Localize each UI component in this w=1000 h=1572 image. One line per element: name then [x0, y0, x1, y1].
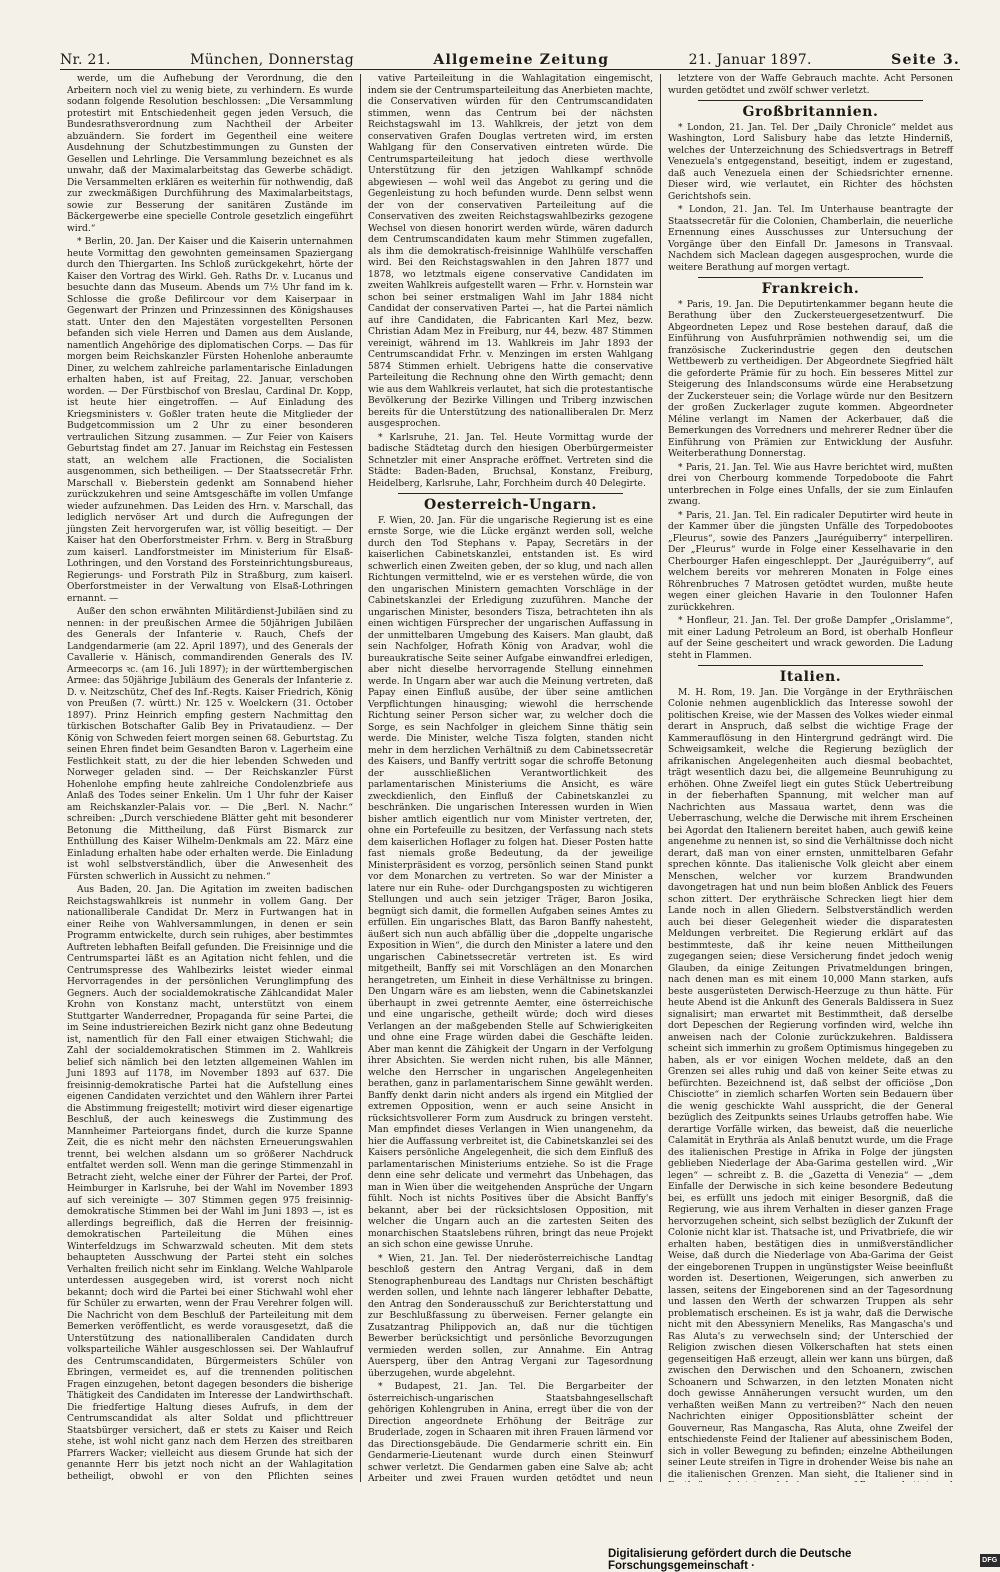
article-paragraph: * Paris, 21. Jan. Tel. Wie aus Havre berichtet wird, mußten drei von Cherbourg kommende Torpedoboote die Fahrt unterbrechen in Folge eines Unfalls, der sie zum Einlaufen zwang.: [668, 462, 953, 507]
article-paragraph: * Paris, 19. Jan. Die Deputirtenkammer begann heute die Berathung über den Zuckersteuergesetzentwurf. Die Abgeordneten Lepez und Rose bestehen darauf, daß die Einführung von Ausfuhrprämien nothwendig sei, um die französische Zuckerindustrie gegen den deutschen Wettbewerb zu vertheidigen. Der Abgeordnete Siegfried hält die geforderte Prämie für zu hoch. Ein besseres Mittel zur Steigerung des Inlandsconsums würde eine Herabsetzung der Zuckersteuer sein; die Vorlage würde nur den Besitzern der großen Zuckerlager zugute kommen. Abgeordneter Méline verlangt im Namen der Ackerbauer, daß die Bemerkungen des Vorredners und mehrerer Redner über die Einführung von Prämien zur Entwicklung der Ausfuhr. Weiterberathung Donnerstag.: [668, 299, 953, 459]
section-heading: Oesterreich-Ungarn.: [424, 497, 597, 513]
article-columns: [60, 74, 960, 1482]
section-heading: Italien.: [779, 669, 842, 685]
place-day: München, Donnerstag: [190, 52, 354, 68]
page-number: Seite 3.: [891, 52, 960, 68]
footer-text: Digitalisierung gefördert durch die Deutsche Forschungsgemeinschaft ·: [608, 1548, 852, 1572]
article-paragraph: * Wien, 21. Jan. Tel. Der niederösterreichische Landtag beschloß gestern den Antrag Vergani, daß in dem Stenographenbureau des Landtags nur Christen beschäftigt werden sollen, und lehnte nach längerer lebhafter Debatte, den Antrag den Sonderausschuß zur Berichterstattung und zur Beschlußfassung zu überweisen. Ferner gelangte ein Zusatzantrag Philippovich an, daß nur die tüchtigen Bewerber berücksichtigt und persönliche Bevorzugungen vermieden werden sollen, zur Annahme. Ein Antrag Auersperg, über den Antrag Vergani zur Tagesordnung überzugehen, wurde abgelehnt.: [368, 1253, 653, 1379]
section-rule: [398, 493, 623, 494]
section-rule: [698, 665, 923, 666]
issue-number: Nr. 21.: [60, 52, 111, 68]
column-left: [60, 74, 360, 1482]
article-paragraph: * Paris, 21. Jan. Tel. Ein radicaler Deputirter wird heute in der Kammer über die jüngsten Unfälle des Torpedobootes „Fleurus“, sowie des Panzers „Jauréguiberry“ interpelliren. Der „Fleurus“ wurde in Folge einer Kesselhavarie in den Cherbourger Hafen eingeschleppt. Der „Jauréguiberry“, auf welchem bereits vor mehreren Monaten in Folge eines Röhrenbruches 7 Matrosen getödtet wurden, mußte heute wegen einer gleichen Havarie in den Toulonner Hafen zurückkehren.: [668, 510, 953, 613]
column-right: [660, 74, 960, 1482]
article-paragraph: * London, 21. Jan. Tel. Der „Daily Chronicle“ meldet aus Washington, Lord Salisbury habe das letzte Hinderniß, welches der Unterzeichnung des Schiedsvertrags in Betreff Venezuela's entgegenstand, beseitigt, indem er zugestand, daß auch Venezuela einen der Schiedsrichter ernenne. Dieser wird, wie verlautet, ein Richter des höchsten Gerichtshofs sein.: [668, 122, 953, 202]
paper-title: Allgemeine Zeitung: [433, 52, 610, 68]
article-paragraph: F. Wien, 20. Jan. Für die ungarische Regierung ist es eine ernste Sorge, wie die Lücke ergänzt werden soll, welche durch den Tod Stephans v. Papay, Secretärs in der kaiserlichen Cabinetskanzlei, entstanden ist. Es wird schwerlich einen Zweiten geben, der so klug, und nach allen Richtungen vermittelnd, wie er es verstehen würde, die von den ungarischen Ministern gemachten Vorschläge in der Cabinetskanzlei der Erledigung zuzuführen. Manche der ungarischen Minister, besonders Tisza, betrachteten ihn als einen wichtigen Fürsprecher der ungarischen Auffassung in der unmittelbaren Umgebung des Kaisers. Man glaubt, daß sein Nachfolger, Hofrath König von Aradvar, wohl die bureaukratische Seite seiner Aufgabe einwandfrei erledigen, aber nicht dieselbe hervorragende Stellung einnehmen werde. In Ungarn aber war auch die Meinung vertreten, daß Papay einen Einfluß ausübe, der über seine amtlichen Verpflichtungen hinausging; wiewohl die herrschende Richtung seiner Person sicher war, zu welcher doch die Sorge, es sein Nachfolger in gleichem Sinne thätig sein werde. Die Minister, welche Tisza folgten, standen nicht mehr in dem herzlichen Verhältniß zu dem Cabinetssecretär des Kaisers, und Banffy vertritt sogar die schroffe Betonung der ausschließlichen Verantwortlichkeit des parlamentarischen Ministeriums die Ansicht, es wäre zweckdienlich, den Einfluß der Cabinetskanzlei zu beschränken. Die ungarischen Interessen wurden in Wien bisher amtlich eigentlich nur vom Minister vertreten, der, ohne ein Portefeuille zu besitzen, der Verfassung nach stets dem kaiserlichen Hoflager zu folgen hat. Dieser Posten hatte fast niemals große Bedeutung, da der jeweilige Ministerpräsident es vorzog, persönlich seinen Stand punkt vor dem Monarchen zu vertreten. So war der Minister a latere nur ein Ruhe- oder Durchgangsposten zu wichtigeren Stellungen und auch sein jetziger Träger, Baron Josika, begnügt sich damit, die formellen Aufgaben seines Amtes zu erfüllen. Ein ungarisches Blatt, das Baron Banffy nahesteht, äußert sich nun auch abfällig über die „doppelte ungarische Exposition in Wien“, die durch den Minister a latere und den ungarischen Cabinetssecretär vertreten ist. Es wird mitgetheilt, Banffy sei mit Vorschlägen an den Monarchen herangetreten, um Einheit in diese Verhältnisse zu bringen. Den Ungarn wäre es am liebsten, wenn die Cabinetskanzlei überhaupt in zwei getrennte Aemter, eine österreichische und eine ungarische, getheilt würde; doch wird dieses Verlangen an der maßgebenden Stelle auf Schwierigkeiten und ohne eine Frage würden dabei die Geschäfte leiden. Aber man kennt die Zähigkeit der Ungarn in der Verfolgung ihrer Absichten. Sie werden nicht ruhen, bis alle Männer, welche den Herrscher in ungarischen Angelegenheiten berathen, ganz in parlamentarischem Sinne gewählt werden. Banffy denkt darin nicht anders als irgend ein Mitglied der extremen Opposition, wenn er auch seine Ansicht in rücksichtsvollerer Form zum Ausdruck zu bringen versteht. Man empfindet dieses Verlangen in Wien unangenehm, da hier die Auffassung verbreitet ist, die Cabinetskanzlei sei des Kaisers persönliche Angelegenheit, die sich dem Einfluß des parlamentarischen Ministeriums entziehe. So ist die Frage denn eine sehr delicate und vermehrt das Unbehagen, das man in Wien über die weitgehenden Ansprüche der Ungarn fühlt. Noch ist nichts Positives über die Absicht Banffy's bekannt, aber bei der rücksichtslosen Opposition, mit welcher die Ungarn auch an die zartesten Seiten des monarchischen Staatslebens rühren, bringt das neue Projekt an sich schon eine gewisse Unruhe.: [368, 515, 653, 1250]
article-paragraph: Aus Baden, 20. Jan. Die Agitation im zweiten badischen Reichstagswahlkreis ist nunmehr in vollem Gang. Der nationalliberale Candidat Dr. Merz in Furtwangen hat in einer Reihe von Wahlversammlungen, in denen er sein Programm entwickelte, durch sein ruhiges, aber bestimmtes Auftreten lebhaften Beifall gefunden. Die Freisinnige und die Centrumspartei läßt es an Agitation nicht fehlen, und die Centrumspresse des Wahlbezirks leistet wieder einmal Hervorragendes in der persönlichen Verunglimpfung des Gegners. Auch der socialdemokratische Zählcandidat Maler Krohn von Konstanz macht, unterstützt von einem Stuttgarter Wanderredner, Propaganda für seine Partei, die im Seine industriereichen Bezirk nicht ganz ohne Bedeutung ist, namentlich für den Fall einer etwaigen Stichwahl; die Zahl der socialdemokratischen Stimmen im 2. Wahlkreis belief sich nämlich bei den letzten allgemeinen Wahlen im Juni 1893 auf 1178, im November 1893 auf 637. Die freisinnig-demokratische Partei hat die Aufstellung eines eigenen Candidaten verzichtet und den Wählern ihrer Partei die Abstimmung freigestellt; motivirt wird dieser eigenartige Beschluß, der auch keineswegs die Zustimmung des Mannheimer Parteiorgans findet, durch die kurze Spanne Zeit, die es nicht mehr den nächsten Erneuerungswahlen trennt, bei welchen alsdann um so größerer Nachdruck entfaltet werden soll. Wenn man die geringe Stimmenzahl in Betracht zieht, welche einer der Führer der Partei, der Prof. Heimburger in Karlsruhe, bei der Wahl im November 1893 auf sich vereinigte — 307 Stimmen gegen 975 freisinnig-demokratische Stimmen bei der Wahl im Juni 1893 —, ist es allerdings begreiflich, daß die Herren der freisinnig-demokratischen Parteileitung die Mühen eines Winterfeldzugs im Schwarzwald scheuten. Mit dem stets behaupteten Ausschwung der Partei steht ein solches Verhalten freilich nicht sehr im Einklang. Welche Wahlparole unterdessen ausgegeben wird, ist vorerst noch nicht bekannt; doch wird die Partei bei einer Stichwahl wohl eher für Schüler zu erwarten, wenn der Frau Verehrer folgen will. Die Nachricht von dem Beschluß der Parteileitung mit dem Bemerken veröffentlicht, es werde vorausgesetzt, daß die Unterstützung des nationalliberalen Candidaten durch volksparteiliche Wähler ausgeschlossen sei. Der Wahlaufruf des Centrumscandidaten, Bürgermeisters Schüler von Ebringen, vermeidet es, auf die trennenden politischen Fragen einzugehen, betont dagegen besonders die bisherige Thätigkeit des Candidaten im Interesse der Landwirthschaft. Die friedfertige Haltung dieses Aufrufs, in dem der Centrumscandidat als alter Soldat und pflichttreuer Staatsbürger versichert, daß er stets zu Kaiser und Reich stehe, ist wohl nicht ganz nach dem Herzen des streitbaren Pfarrers Wacker; vielleicht aus diesem Grunde hat sich der genannte Herr bis jetzt noch nicht an der Wahlagitation betheiligt, obwohl er von den Pflichten seines: [67, 885, 353, 1482]
article-paragraph: * Karlsruhe, 21. Jan. Tel. Heute Vormittag wurde der badische Städtetag durch den hiesigen Oberbürgermeister Schnetzler mit einer Ansprache eröffnet. Vertreten sind die Städte: Baden-Baden, Bruchsal, Konstanz, Freiburg, Heidelberg, Karlsruhe, Lahr, Forchheim durch 40 Delegirte.: [368, 432, 653, 489]
column-middle: [360, 74, 660, 1482]
article-paragraph: * Berlin, 20. Jan. Der Kaiser und die Kaiserin unternahmen heute Vormittag den gewohnten gemeinsamen Spaziergang durch den Thiergarten. Ins Schloß zurückgekehrt, hörte der Kaiser den Vortrag des Wirkl. Geh. Raths Dr. v. Lucanus und besuchte dann das Museum. Abends um 7½ Uhr fand im k. Schlosse die große Defilircour vor dem Kaiserpaar in Gegenwart der Prinzen und Prinzessinnen des Königshauses statt. Unter den den Majestäten vorgestellten Personen befanden sich viele Herren und Damen aus dem Auslande, namentlich Angehörige des diplomatischen Corps. — Das für morgen beim Reichskanzler Fürsten Hohenlohe anberaumte Diner, zu welchem zahlreiche parlamentarische Einladungen erhalten haben, ist auf Freitag, 22. Januar, verschoben worden. — Der Fürstbischof von Breslau, Cardinal Dr. Kopp, ist heute hier eingetroffen. — Auf Einladung des Kriegsministers v. Goßler traten heute die Mitglieder der Budgetcommission um 2 Uhr zu einer besonderen vertraulichen Sitzung zusammen. — Zur Feier von Kaisers Geburtstag findet am 27. Januar im Reichstag ein Festessen statt, an welchem alle Fractionen, die Socialisten ausgenommen, sich betheiligen. — Der Staatssecretär Frhr. Marschall v. Bieberstein gedenkt am Sonnabend hieher zurückzukehren und seine Amtsgeschäfte im vollen Umfange wieder aufzunehmen. Das Leiden des Hrn. v. Marschall, das lediglich nervöser Art und durch die Aufregungen der jüngsten Zeit hervorgerufen war, ist völlig beseitigt. — Der Kaiser hat den Oberforstmeister Frhrn. v. Berg in Straßburg zum kaiserl. Landforstmeister im Ministerium für Elsaß-Lothringen, und den Vorstand des Forsteinrichtungsbureaus, Regierungs- und Forstrath Pilz in Straßburg, zum kaiserl. Oberforstmeister in der Verwaltung von Elsaß-Lothringen ernannt. —: [67, 237, 353, 604]
section-rule: [698, 277, 923, 278]
article-paragraph: letztere von der Waffe Gebrauch machte. Acht Personen wurden getödtet und zwölf schwer verletzt.: [668, 74, 953, 96]
article-paragraph: * Honfleur, 21. Jan. Tel. Der große Dampfer „Orislamme“, mit einer Ladung Petroleum an Bord, ist oberhalb Honfleur auf der Seine gescheitert und wrack geworden. Die Ladung steht in Flammen.: [668, 616, 953, 661]
issue-date: 21. Januar 1897.: [688, 52, 812, 68]
section-heading: Großbritannien.: [742, 104, 879, 120]
article-paragraph: Außer den schon erwähnten Militärdienst-Jubiläen sind zu nennen: in der preußischen Armee die 50jährigen Jubiläen des Generals der Infanterie v. Rauch, Chefs der Landgendarmerie (am 22. April 1897), und des Generals der Cavallerie v. Hänisch, commandirenden Generals des IV. Armeecorps ꝛc. (am 16. Juli 1897); in der württembergischen Armee: das 50jährige Jubiläum des Generals der Infanterie z. D. v. Neitzschütz, Chef des Inf.-Regts. Kaiser Friedrich, König von Preußen (7. württ.) Nr. 125 v. Woelckern (31. October 1897). Prinz Heinrich empfing gestern Nachmittag den türkischen Botschafter Galib Bey in Privataudienz. — Der König von Schweden feiert morgen seinen 68. Geburtstag. Zu seinen Ehren findet beim Gesandten Baron v. Lagerheim eine Festlichkeit statt, zu der die hier lebenden Schweden und Norweger geladen sind. — Der Reichskanzler Fürst Hohenlohe empfing heute zahlreiche Condolenzbriefe aus Anlaß des Todes seiner Enkelin. Um 1 Uhr fuhr der Kaiser am Reichskanzler-Palais vor. — Die „Berl. N. Nachr.“ schreiben: „Durch verschiedene Blätter geht mit besonderer Betonung die Mittheilung, daß Fürst Bismarck zur Enthüllung des Kaiser Wilhelm-Denkmals am 22. März eine Einladung erhalten habe oder erhalten werde. Die Einladung ist wohl selbstverständlich, über die Anwesenheit des Fürsten schwerlich in Aussicht zu nehmen.“: [67, 607, 353, 882]
dfg-logo-icon: DFG: [980, 1554, 1000, 1567]
masthead-rule: [60, 69, 960, 70]
article-paragraph: vative Parteileitung in die Wahlagitation eingemischt, indem sie der Centrumsparteileitung das Anerbieten machte, die Conservativen würden für den Centrumscandidaten stimmen, wenn das Centrum bei der nächsten Reichstagswahl im 13. Wahlkreis, der jetzt von dem conservativen Grafen Douglas vertreten wird, im ersten Wahlgang für den Conservativen eintreten würde. Die Centrumsparteileitung hat jedoch diese werthvolle Unterstützung für den jetzigen Wahlkampf schnöde abgewiesen — wohl weil das Angebot zu gering und die Gegenleistung zu hoch befunden wurde. Denn selbst wenn der von der conservativen Parteileitung auf die Conservativen des zweiten Reichstagswahlbezirks gezogene Wechsel von diesen honorirt werden würde, wären dadurch dem Centrumscandidaten kaum mehr Stimmen zugefallen, als ihm die demokratisch-freisinnige Wahlhülfe verschaffen wird. Bei den Reichstagswahlen in den Jahren 1877 und 1878, wo letztmals eigene conservative Candidaten im zweiten Wahlkreis aufgestellt waren — Frhr. v. Hornstein war schon bei seiner erstmaligen Wahl im Jahr 1884 nicht Candidat der conservativen Partei —, hat die Partei nämlich auf ihre Candidaten, die Fabricanten Karl Mez, bezw. Christian Adam Mez in Freiburg, nur 44, bezw. 487 Stimmen vereinigt, während im 13. Wahlkreis im Jahr 1893 der Centrumscandidat Frhr. v. Menzingen im ersten Wahlgang 5874 Stimmen erhielt. Uebrigens hatte die conservative Parteileitung die Rechnung ohne den Wirth gemacht; denn wie aus dem Wahlkreis verlautet, hat sich die protestantische Bevölkerung der Bezirke Villingen und Triberg inzwischen bereits für die Unterstützung des nationalliberalen Dr. Merz ausgesprochen.: [368, 74, 653, 429]
digitization-footer: [608, 1548, 1000, 1572]
masthead: [60, 44, 960, 68]
article-paragraph: M. H. Rom, 19. Jan. Die Vorgänge in der Erythräischen Colonie nehmen augenblicklich das Interesse sowohl der politischen Kreise, wie der Massen des Volkes wieder einmal derart in Anspruch, daß selbst die wichtige Frage der Kammerauflösung in den Hintergrund gedrängt wird. Die Schweigsamkeit, welche die Regierung bezüglich der afrikanischen Angelegenheiten auch diesmal beobachtet, trägt wesentlich dazu bei, die allgemeine Beunruhigung zu erhöhen. Ohne Zweifel liegt ein gutes Stück Uebertreibung in der fieberhaften Spannung, mit welcher man auf Nachrichten aus Massaua wartet, denn was die Ueberraschung, welche die Derwische mit ihrem Erscheinen bei Agordat den Italienern bereitet haben, auch gewiß keine angenehme zu nennen ist, so sind die Verhältnisse doch nicht derart, daß man von einer ernsten, unmittelbaren Gefahr sprechen könnte. Das italienische Volk gleicht aber einem Menschen, welcher vor kurzem Brandwunden davongetragen hat und nun beim bloßen Anblick des Feuers schon zittert. Der erythräische Schrecken liegt hier dem Lande noch in allen Gliedern. Selbstverständlich werden auch bei dieser Gelegenheit wieder die disparatesten Meldungen verbreitet. Die Regierung erklärt auf das bestimmteste, daß ihr keine neuen Mittheilungen zugegangen seien; diese Versicherung findet jedoch wenig Glauben, da einige Zeitungen Privatmeldungen bringen, nach denen man es mit einem 10,000 Mann starken, aufs beste ausgerüsteten Derwisch-Heerzuge zu thun hätte. Für heute Abend ist die Ankunft des Generals Baldissera in Suez signalisirt; man erwartet mit Bestimmtheit, daß derselbe dort Depeschen der Regierung vorfinden wird, welche ihn anweisen nach der Colonie zurückzukehren. Baldissera scheint sich immerhin zu großem Optimismus hingegeben zu haben, als er vor einigen Wochen meldete, daß an den Grenzen sei alles ruhig und daß von keiner Seite etwas zu befürchten. Bezeichnend ist, daß selbst der officiöse „Don Chisciotte“ in ziemlich scharfen Worten sein Bedauern über die wenig geschickte Wahl ausspricht, die der General bezüglich des Zeitpunkts seines Urlaubs getroffen habe. Wie derartige Vorfälle wirken, das beweist, daß die neuerliche Calamität in Erythräa als Anlaß benutzt wurde, um die Frage des italienischen Prestige in Afrika in Folge der jüngsten geblieben Niederlage der Aba-Garima gestellen wird. „Wir legen“ — schreibt z. B. die „Gazetta di Venezia“ — „dem Einfalle der Derwische in sich keine besondere Bedeutung bei, es erfüllt uns jedoch mit einiger Besorgniß, daß die Regierung, wie aus ihrem Verhalten in dieser ganzen Frage hervorzugehen scheint, sich selbst bezüglich der Zukunft der Colonie nicht klar ist. Thatsache ist, und Privatbriefe, die wir erhalten haben, bestätigen dies in unmißverständlicher Weise, daß durch die Niederlage von Aba-Garima der Geist der eingeborenen Truppen in ungünstigster Weise beeinflußt worden ist. Desertionen, Weigerungen, sich anwerben zu lassen, seitens der Eingeborenen sind an der Tagesordnung und lassen den Werth der schwarzen Truppen als sehr problematisch erscheinen. Es ist ja wahr, daß die Derwische nicht mit den Abessyniern Meneliks, Ras Mangascha's und Ras Aluta's zu verwechseln sind; der Unterschied der Religion zwischen diesen Völkerschaften hat stets einen gegenseitigen Haß erzeugt, allein wer kann uns bürgen, daß zwischen den Derwischen und den Schoanern, zwischen Schoanern und Schwarzen, in den letzten Monaten nicht doch gewisse Annäherungen versucht wurden, um den verhaßten weißen Mann zu vertreiben?“ Nach den neuen Nachrichten einiger Oppositionsblätter scheint der Gouverneur, Ras Mangascha, Ras Aluta, ohne Zweifel der entschiedenste Feind der Italiener auf abessinischem Boden, sich in voller Bewegung zu befinden; einzelne Abtheilungen seiner Leute streifen in Tigre in drohender Weise bis nahe an die italienischen Grenzen. Man sieht, die Italiener sind in: [668, 687, 953, 1480]
article-paragraph: werde, um die Aufhebung der Verordnung, die den Arbeitern noch viel zu wenig biete, zu verhindern. Es wurde sodann folgende Resolution beschlossen: „Die Versammlung protestirt mit Entschiedenheit gegen jeden Versuch, die Bundesrathsverordnung zum Nachtheil der Arbeiter abzuändern. Sie fordert im Gegentheil eine weitere Ausdehnung der Schutzbestimmungen zu Gunsten der Gesellen und Lehrlinge. Die Versammlung bezeichnet es als unwahr, daß der Maximalarbeitstag das Gewerbe schädigt. Die Versammelten erklären es weiterhin für nothwendig, daß zur zweckmäßigen Durchführung des Maximalarbeitstags, sowie zur Besserung der sanitären Zustände im Bäckergewerbe eine specielle Controle gesetzlich eingeführt wird.“: [67, 74, 353, 234]
section-rule: [698, 100, 923, 101]
article-paragraph: * London, 21. Jan. Tel. Im Unterhause beantragte der Staatssecretär für die Colonien, Chamberlain, die neuerliche Ernennung eines Ausschusses zur Untersuchung der Vorgänge über den Einfall Dr. Jamesons in Transvaal. Nachdem sich Maclean dagegen ausgesprochen, wurde die weitere Berathung auf morgen vertagt.: [668, 205, 953, 273]
section-heading: Frankreich.: [761, 281, 860, 297]
article-paragraph: * Budapest, 21. Jan. Tel. Die Bergarbeiter der österreichisch-ungarischen Staatsbahngesellschaft gehörigen Kohlengruben in Anina, erregt über die von der Direction angeordnete Erhöhung der Beiträge zur Bruderlade, zogen in Schaaren mit ihren Frauen lärmend vor das Directionsgebäude. Die Gendarmerie schritt ein. Ein Gendarmerie-Lieutenant wurde durch einen Steinwurf schwer verletzt. Die Gendarmen gaben eine Salve ab; acht Arbeiter und zwei Frauen wurden getödtet und neun: [368, 1382, 653, 1482]
